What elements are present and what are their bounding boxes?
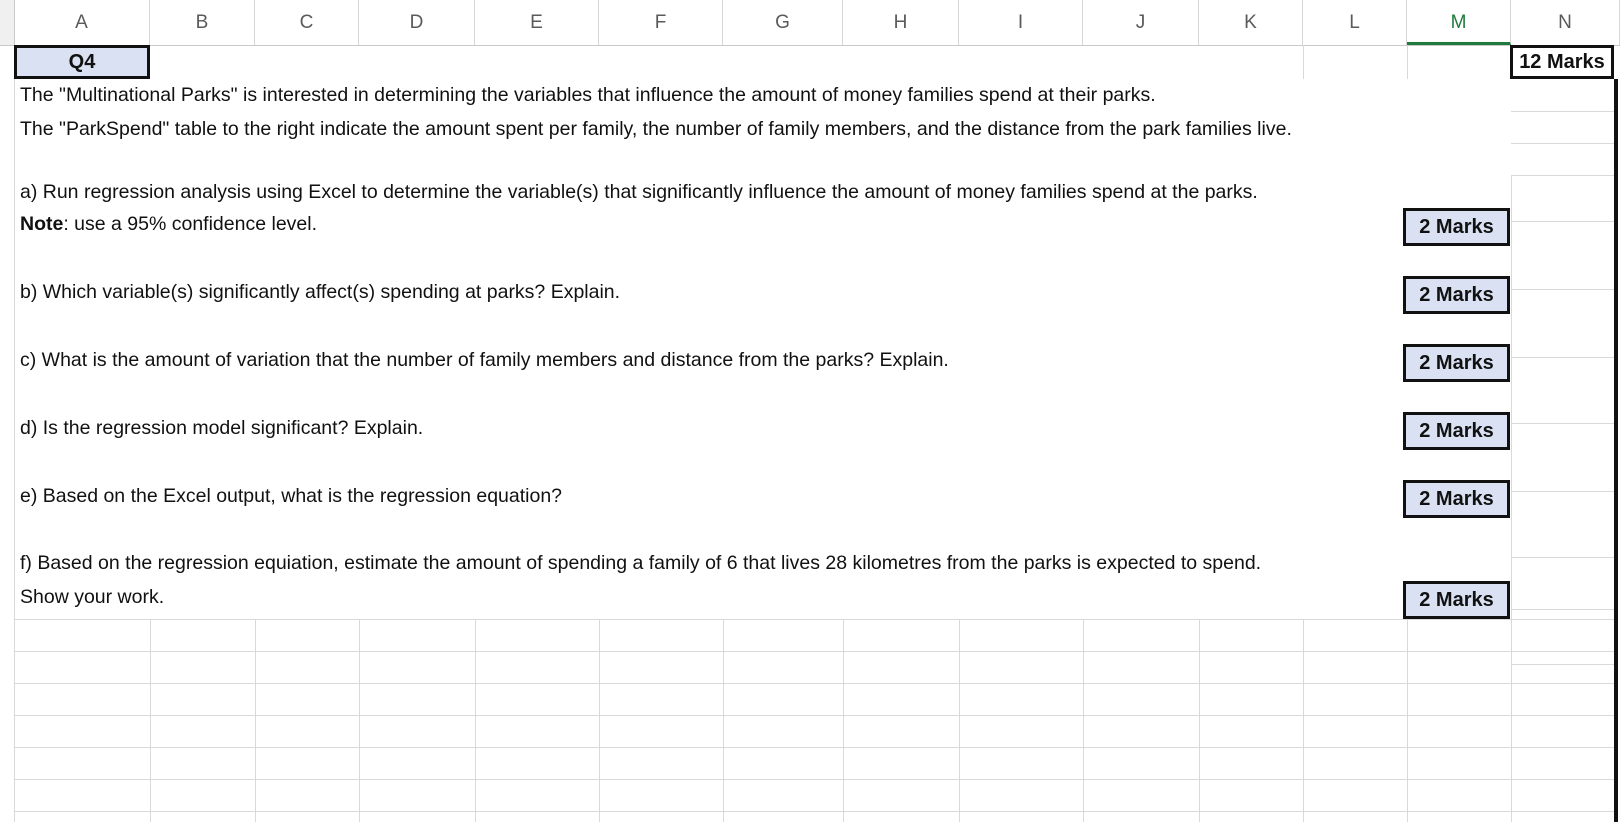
- part-d-question[interactable]: d) Is the regression model significant? Explain.: [20, 417, 424, 439]
- column-header-g[interactable]: G: [723, 0, 843, 45]
- intro-text-line-2[interactable]: The "ParkSpend" table to the right indicate the amount spent per family, the number of family members, and the distance from the park families live.: [20, 118, 1292, 140]
- gridline: [475, 619, 476, 822]
- gridline: [14, 683, 1614, 684]
- gridline: [1511, 423, 1614, 424]
- part-a-marks[interactable]: 2 Marks: [1403, 208, 1510, 246]
- gridline: [1407, 45, 1408, 79]
- column-header-j[interactable]: J: [1083, 0, 1199, 45]
- gridline: [1199, 619, 1200, 822]
- gridline: [723, 619, 724, 822]
- column-header-l[interactable]: L: [1303, 0, 1407, 45]
- column-header-i[interactable]: I: [959, 0, 1083, 45]
- gridline: [1511, 221, 1614, 222]
- table-right-border: [1614, 79, 1618, 822]
- gridline: [255, 619, 256, 822]
- gridline: [1511, 557, 1614, 558]
- part-a-question[interactable]: a) Run regression analysis using Excel to determine the variable(s) that significantly influence the amount of money families spend at the parks.: [20, 181, 1258, 203]
- part-b-marks[interactable]: 2 Marks: [1403, 276, 1510, 314]
- gridline: [1083, 619, 1084, 822]
- gridline: [1511, 609, 1614, 610]
- part-f-instruction[interactable]: Show your work.: [20, 586, 165, 608]
- column-header-h[interactable]: H: [843, 0, 959, 45]
- note-text: : use a 95% confidence level.: [63, 213, 318, 235]
- gridline: [1511, 111, 1614, 112]
- column-header-k[interactable]: K: [1199, 0, 1303, 45]
- gridline: [1303, 619, 1304, 822]
- part-f-question[interactable]: f) Based on the regression equiation, estimate the amount of spending a family of 6 that lives 28 kilometres from the parks is expected to spend.: [20, 552, 1262, 574]
- part-b-question[interactable]: b) Which variable(s) significantly affect(s) spending at parks? Explain.: [20, 281, 621, 303]
- gridline: [1511, 357, 1614, 358]
- gridline: [599, 619, 600, 822]
- column-header-d[interactable]: D: [359, 0, 475, 45]
- part-a-note[interactable]: [20, 213, 317, 236]
- column-header-b[interactable]: B: [150, 0, 255, 45]
- part-e-question[interactable]: e) Based on the Excel output, what is the regression equation?: [20, 485, 563, 507]
- gridline: [959, 619, 960, 822]
- part-c-marks[interactable]: 2 Marks: [1403, 344, 1510, 382]
- gridline: [1511, 491, 1614, 492]
- gridline: [1407, 619, 1408, 822]
- column-header-bar: [0, 0, 1620, 46]
- column-header-n[interactable]: N: [1511, 0, 1620, 45]
- gridline: [1511, 664, 1614, 665]
- part-f-marks[interactable]: 2 Marks: [1403, 581, 1510, 619]
- part-c-question[interactable]: c) What is the amount of variation that the number of family members and distance from the parks? Explain.: [20, 349, 949, 371]
- gridline: [1511, 143, 1614, 144]
- gridline: [359, 619, 360, 822]
- gridline: [843, 619, 844, 822]
- gridline: [14, 715, 1614, 716]
- part-e-marks[interactable]: 2 Marks: [1403, 480, 1510, 518]
- gridline: [150, 619, 151, 822]
- gridline: [14, 619, 1614, 620]
- column-header-m[interactable]: M: [1407, 0, 1511, 45]
- gridline: [1511, 175, 1614, 176]
- column-header-f[interactable]: F: [599, 0, 723, 45]
- gridline: [1511, 619, 1512, 822]
- column-header-c[interactable]: C: [255, 0, 359, 45]
- gridline: [14, 811, 1614, 812]
- total-marks-cell[interactable]: 12 Marks: [1510, 45, 1614, 79]
- select-all-corner[interactable]: [0, 0, 15, 45]
- note-label: Note: [20, 213, 64, 235]
- gridline: [14, 747, 1614, 748]
- gridline: [14, 651, 1614, 652]
- intro-text-line-1[interactable]: The "Multinational Parks" is interested in determining the variables that influence the amount of money families spend at their parks.: [20, 84, 1156, 106]
- gridline: [1511, 289, 1614, 290]
- column-header-a[interactable]: A: [14, 0, 150, 45]
- gridline: [14, 45, 15, 822]
- gridline: [1303, 45, 1304, 79]
- gridline: [14, 779, 1614, 780]
- part-d-marks[interactable]: 2 Marks: [1403, 412, 1510, 450]
- question-label-cell[interactable]: Q4: [14, 45, 150, 79]
- column-header-e[interactable]: E: [475, 0, 599, 45]
